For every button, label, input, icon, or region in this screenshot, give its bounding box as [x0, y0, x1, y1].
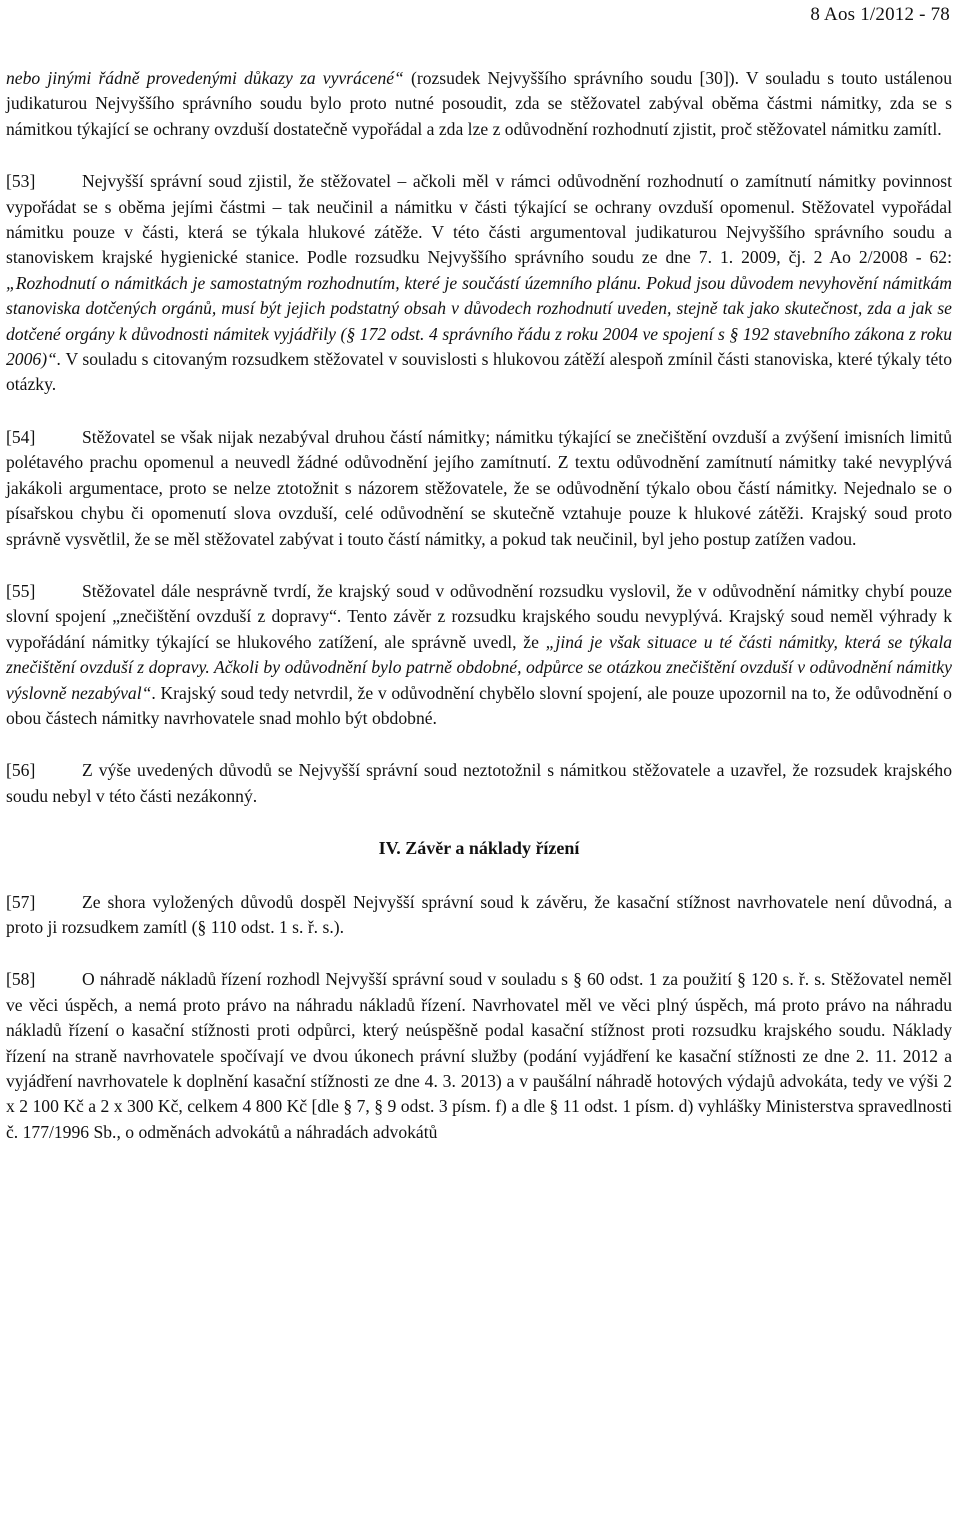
paragraph-56	[6, 758, 952, 809]
paragraph-text: . Krajský soud tedy netvrdil, že v odůvodnění chybělo slovní spojení, ale pouze upozornil na to, že odůvodnění o obou částech námitky navrhovatele snad mohlo být obdobné.	[6, 682, 952, 728]
paragraph-text: V souladu s citovaným rozsudkem stěžovatel v souvislosti s hlukovou zátěží alespoň zmínil části stanoviska, které týkaly této otázky.	[6, 349, 952, 395]
paragraph-intro	[6, 66, 952, 142]
paragraph-number: [56]	[6, 760, 36, 781]
paragraph-text: Ze shora vyložených důvodů dospěl Nejvyšší správní soud k závěru, že kasační stížnost navrhovatele není důvodná, a proto ji rozsudkem zamítl (§ 110 odst. 1 s. ř. s.).	[6, 891, 952, 937]
paragraph-quote: „Rozhodnutí o námitkách je samostatným rozhodnutím, které je součástí územního plánu. Pokud jsou důvodem nevyhovění námitkám stanoviska dotčených orgánů, musí být jejich podstatný obsah v důvodech rozhodnutí uveden, stejně tak jako skutečnost, zda a jak se dotčené orgány k důvodnosti námitek vyjádřily (§ 172 odst. 4 správního řádu z roku 2004 ve spojení s § 192 stavebního zákona z roku 2006)“.	[6, 272, 952, 370]
paragraph-number: [53]	[6, 171, 36, 192]
paragraph-number: [55]	[6, 580, 36, 601]
paragraph-number: [58]	[6, 969, 36, 990]
document-body	[6, 66, 952, 1172]
paragraph-54	[6, 425, 952, 552]
paragraph-57	[6, 890, 952, 941]
paragraph-quote: „jiná je však situace u té části námitky, která se týkala znečištění ovzduší z dopravy. Ačkoli by odůvodnění bylo patrně obdobné, odpůrce se otázkou znečištění ovzduší v odůvodnění námitky výslovně nezabýval“	[6, 631, 952, 703]
paragraph-55	[6, 579, 952, 731]
intro-quote: nebo jinými řádně provedenými důkazy za vyvrácené“	[6, 68, 404, 88]
paragraph-number: [54]	[6, 426, 36, 447]
intro-text: (rozsudek Nejvyššího správního soudu [30]). V souladu s touto ustálenou judikaturou Nejvyššího správního soudu bylo proto nutné posoudit, zda se stěžovatel zabýval oběma částmi námitky, zda se s námitkou týkající se ochrany ovzduší dostatečně vypořádal a zda lze z odůvodnění rozhodnutí zjistit, proč stěžovatel námitku zamítl.	[6, 68, 952, 139]
paragraph-text: O náhradě nákladů řízení rozhodl Nejvyšší správní soud v souladu s § 60 odst. 1 za použití § 120 s. ř. s. Stěžovatel neměl ve věci úspěch, a nemá proto právo na náhradu nákladů řízení. Navrhovatel měl ve věci plný úspěch, má proto právo na náhradu nákladů řízení o kasační stížnosti proti odpůrci, který neúspěšně podal kasační stížnost proti rozsudku krajského soudu. Náklady řízení na straně navrhovatele spočívají ve dvou úkonech právní služby (podání vyjádření ke kasační stížnosti ze dne 2. 11. 2012 a vyjádření navrhovatele k doplnění kasační stížnosti ze dne 4. 3. 2013) a v paušální náhradě hotových výdajů advokáta, tedy ve výši 2 x 2 100 Kč a 2 x 300 Kč, celkem 4 800 Kč [dle § 7, § 9 odst. 3 písm. f) a dle § 11 odst. 1 písm. d) vyhlášky Ministerstva spravedlnosti č. 177/1996 Sb., o odměnách advokátů a náhradách advokátů	[6, 969, 952, 1142]
paragraph-58	[6, 967, 952, 1145]
paragraph-text: Stěžovatel se však nijak nezabýval druhou částí námitky; námitku týkající se znečištění ovzduší a zvýšení imisních limitů polétavého prachu opomenul a neuvedl žádné odůvodnění jejího zamítnutí. Z textu odůvodnění zamítnutí námitky také nevyplývá jakákoli argumentace, proto se nelze ztotožnit s názorem stěžovatele, že se odůvodnění týkalo obou částí námitky. Nejednalo se o písařskou chybu či opomenutí slova ovzduší, celé odůvodnění se skutečně vztahuje pouze k hlukové zátěži. Krajský soud proto správně vysvětlil, že se měl stěžovatel zabývat i touto částí námitky, a pokud tak neučinil, byl jeho postup zatížen vadou.	[6, 426, 952, 549]
paragraph-number: [57]	[6, 891, 36, 912]
paragraph-text: Z výše uvedených důvodů se Nejvyšší správní soud neztotožnil s námitkou stěžovatele a uzavřel, že rozsudek krajského soudu nebyl v této části nezákonný.	[6, 760, 952, 806]
case-reference: 8 Aos 1/2012 - 78	[810, 4, 950, 25]
paragraph-text: Stěžovatel dále nesprávně tvrdí, že krajský soud v odůvodnění rozsudku vyslovil, že v odůvodnění námitky chybí pouze slovní spojení „znečištění ovzduší z dopravy“. Tento závěr z rozsudku krajského soudu nevyplývá. Krajský soud neměl výhrady k vypořádání námitky týkající se hlukového zatížení, ale správně uvedl, že	[6, 580, 952, 652]
section-heading: IV. Závěr a náklady řízení	[378, 838, 580, 859]
paragraph-text: Nejvyšší správní soud zjistil, že stěžovatel – ačkoli měl v rámci odůvodnění rozhodnutí o zamítnutí námitky povinnost vypořádat se s oběma jejími částmi – tak neučinil a námitku v části týkající se ochrany ovzduší opomenul. Stěžovatel vypořádal námitku pouze v části, která se týkala hlukové zátěže. V této části argumentoval judikaturou Nejvyššího správního soudu a stanoviskem krajské hygienické stanice. Podle rozsudku Nejvyššího správního soudu ze dne 7. 1. 2009, čj. 2 Ao 2/2008 - 62:	[6, 171, 952, 268]
paragraph-53	[6, 169, 952, 398]
